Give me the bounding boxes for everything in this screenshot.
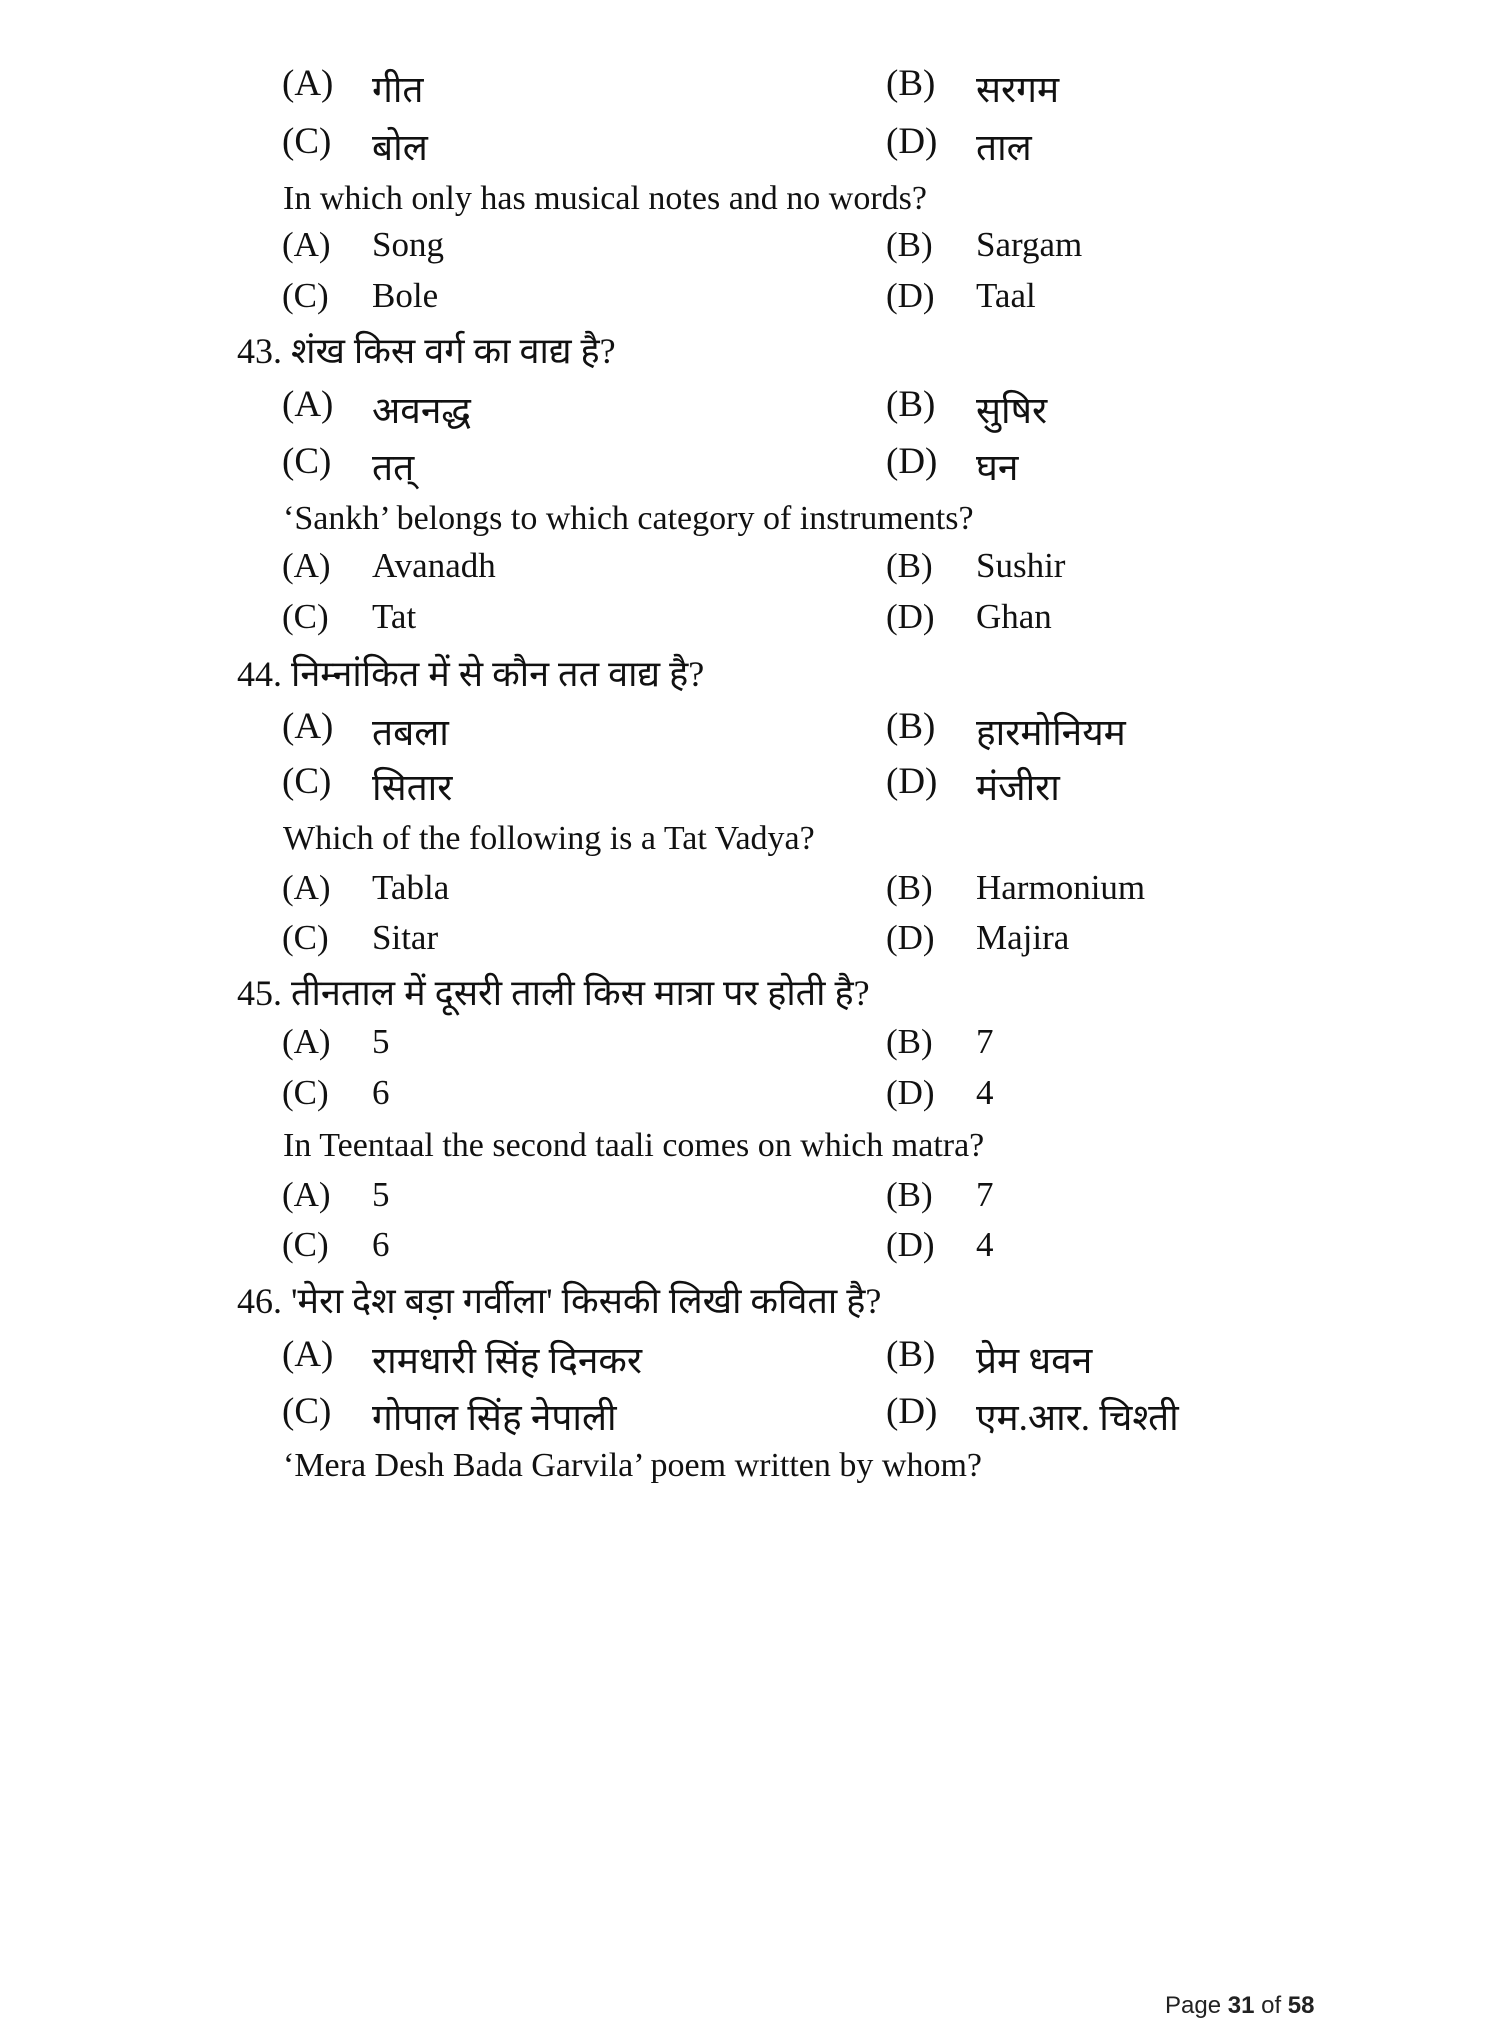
question-english: ‘Sankh’ belongs to which category of instruments? bbox=[283, 500, 974, 537]
option-letter: (B) bbox=[886, 706, 936, 747]
option-letter: (A) bbox=[282, 546, 331, 585]
option-text: 7 bbox=[976, 1022, 994, 1061]
option-text: तबला bbox=[372, 713, 449, 754]
option-letter: (B) bbox=[886, 1022, 933, 1061]
option-letter: (B) bbox=[886, 384, 936, 425]
question-english: In Teentaal the second taali comes on which matra? bbox=[283, 1127, 985, 1164]
option-row bbox=[0, 1073, 1505, 1133]
option-text: अवनद्ध bbox=[372, 391, 471, 432]
option-letter: (C) bbox=[282, 441, 332, 482]
option-text: गोपाल सिंह नेपाली bbox=[372, 1398, 617, 1439]
option-text: रामधारी सिंह दिनकर bbox=[372, 1341, 642, 1382]
question-hindi: 43. शंख किस वर्ग का वाद्य है? bbox=[237, 331, 616, 371]
option-text: 4 bbox=[976, 1225, 994, 1264]
option-text: प्रेम धवन bbox=[976, 1341, 1093, 1382]
option-letter: (C) bbox=[282, 761, 332, 802]
option-letter: (B) bbox=[886, 63, 936, 104]
option-row bbox=[0, 276, 1505, 336]
option-letter: (B) bbox=[886, 225, 933, 264]
option-letter: (D) bbox=[886, 1225, 935, 1264]
option-text: Song bbox=[372, 225, 444, 264]
option-text: Avanadh bbox=[372, 546, 496, 585]
option-letter: (A) bbox=[282, 706, 334, 747]
option-text: Tat bbox=[372, 597, 417, 636]
option-text: बोल bbox=[372, 128, 428, 169]
option-letter: (C) bbox=[282, 1225, 329, 1264]
option-letter: (A) bbox=[282, 225, 331, 264]
page-of-label: of bbox=[1254, 1992, 1288, 2019]
option-text: 6 bbox=[372, 1073, 390, 1112]
option-letter: (A) bbox=[282, 868, 331, 907]
option-letter: (A) bbox=[282, 1334, 334, 1375]
option-letter: (D) bbox=[886, 1073, 935, 1112]
question-english: In which only has musical notes and no words? bbox=[283, 180, 927, 217]
option-text: Majira bbox=[976, 918, 1070, 957]
option-text: Sargam bbox=[976, 225, 1083, 264]
option-text: ताल bbox=[976, 128, 1032, 169]
option-letter: (C) bbox=[282, 1073, 329, 1112]
option-text: सुषिर bbox=[976, 391, 1048, 432]
option-letter: (D) bbox=[886, 121, 938, 162]
option-text: Taal bbox=[976, 276, 1036, 315]
option-letter: (D) bbox=[886, 276, 935, 315]
option-row bbox=[0, 597, 1505, 657]
option-text: 4 bbox=[976, 1073, 994, 1112]
option-letter: (D) bbox=[886, 1391, 938, 1432]
option-letter: (A) bbox=[282, 1022, 331, 1061]
option-text: 6 bbox=[372, 1225, 390, 1264]
option-text: Ghan bbox=[976, 597, 1052, 636]
option-letter: (C) bbox=[282, 1391, 332, 1432]
option-letter: (C) bbox=[282, 597, 329, 636]
option-letter: (B) bbox=[886, 1175, 933, 1214]
option-row bbox=[0, 120, 1505, 180]
option-text: Sushir bbox=[976, 546, 1066, 585]
page-label: Page bbox=[1165, 1992, 1228, 2019]
option-letter: (A) bbox=[282, 384, 334, 425]
option-letter: (C) bbox=[282, 918, 329, 957]
option-letter: (D) bbox=[886, 761, 938, 802]
option-letter: (A) bbox=[282, 1175, 331, 1214]
option-text: Tabla bbox=[372, 868, 450, 907]
question-english: Which of the following is a Tat Vadya? bbox=[283, 820, 815, 857]
option-text: हारमोनियम bbox=[976, 713, 1126, 754]
option-letter: (C) bbox=[282, 276, 329, 315]
current-page: 31 bbox=[1227, 1992, 1255, 2019]
option-text: तत् bbox=[372, 448, 415, 489]
question-hindi: 45. तीनताल में दूसरी ताली किस मात्रा पर होती है? bbox=[237, 973, 870, 1013]
question-hindi: 46. 'मेरा देश बड़ा गर्वीला' किसकी लिखी कविता है? bbox=[237, 1281, 882, 1321]
option-text: सितार bbox=[372, 768, 453, 809]
option-text: सरगम bbox=[976, 70, 1060, 111]
option-letter: (D) bbox=[886, 597, 935, 636]
option-letter: (B) bbox=[886, 868, 933, 907]
page-number bbox=[1165, 1992, 1314, 2020]
option-letter: (A) bbox=[282, 63, 334, 104]
option-row bbox=[0, 62, 1505, 122]
option-row bbox=[0, 1333, 1505, 1393]
option-row bbox=[0, 440, 1505, 500]
option-text: गीत bbox=[372, 70, 424, 111]
question-english: ‘Mera Desh Bada Garvila’ poem written by whom? bbox=[283, 1447, 982, 1484]
option-letter: (D) bbox=[886, 918, 935, 957]
option-letter: (B) bbox=[886, 1334, 936, 1375]
option-row bbox=[0, 1390, 1505, 1450]
option-row bbox=[0, 760, 1505, 820]
option-text: 7 bbox=[976, 1175, 994, 1214]
option-text: घन bbox=[976, 448, 1019, 489]
option-row bbox=[0, 705, 1505, 765]
option-text: 5 bbox=[372, 1175, 390, 1214]
option-text: 5 bbox=[372, 1022, 390, 1061]
option-row bbox=[0, 383, 1505, 443]
option-text: मंजीरा bbox=[976, 768, 1060, 809]
option-text: Bole bbox=[372, 276, 439, 315]
option-text: Harmonium bbox=[976, 868, 1146, 907]
option-text: एम.आर. चिश्ती bbox=[976, 1398, 1179, 1439]
option-letter: (D) bbox=[886, 441, 938, 482]
option-letter: (B) bbox=[886, 546, 933, 585]
option-letter: (C) bbox=[282, 121, 332, 162]
question-hindi: 44. निम्नांकित में से कौन तत वाद्य है? bbox=[237, 654, 705, 694]
total-pages: 58 bbox=[1287, 1992, 1315, 2019]
option-text: Sitar bbox=[372, 918, 439, 957]
